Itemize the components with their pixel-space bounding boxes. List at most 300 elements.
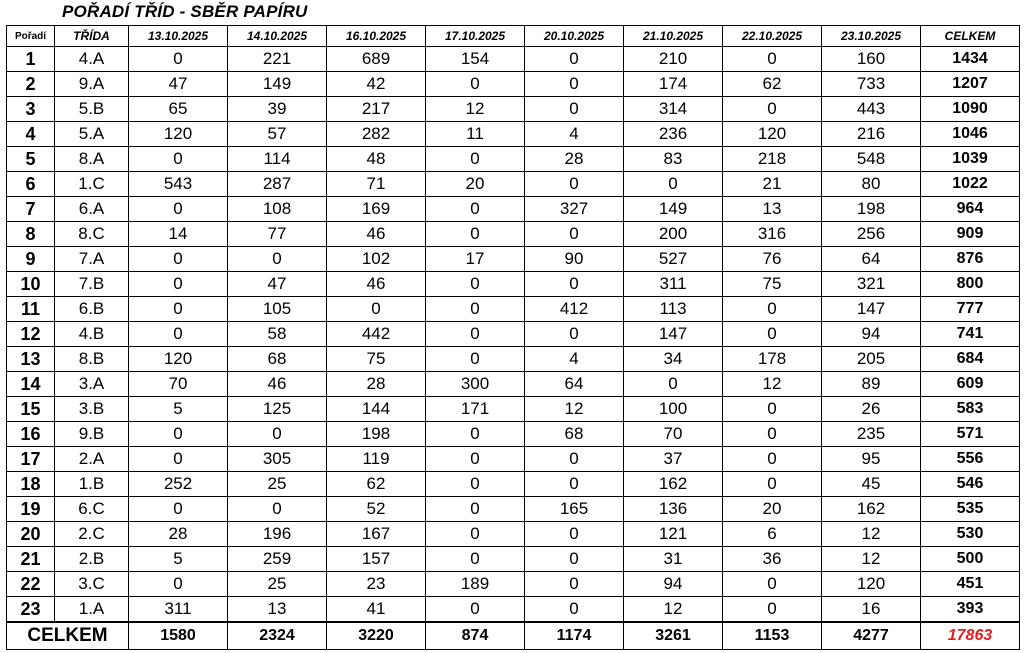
total-cell: 1434 (921, 47, 1020, 72)
value-cell: 62 (327, 472, 426, 497)
value-cell: 287 (228, 172, 327, 197)
value-cell: 0 (723, 422, 822, 447)
value-cell: 210 (624, 47, 723, 72)
header-date: 14.10.2025 (228, 26, 327, 47)
rank-cell: 15 (7, 397, 55, 422)
rank-cell: 14 (7, 372, 55, 397)
class-cell: 3.A (55, 372, 129, 397)
table-row (7, 372, 1020, 397)
value-cell: 0 (129, 572, 228, 597)
class-cell: 3.C (55, 572, 129, 597)
value-cell: 0 (426, 597, 525, 623)
value-cell: 167 (327, 522, 426, 547)
footer-cell: 1580 (129, 622, 228, 650)
value-cell: 169 (327, 197, 426, 222)
value-cell: 0 (426, 422, 525, 447)
rank-cell: 13 (7, 347, 55, 372)
class-cell: 6.B (55, 297, 129, 322)
rank-cell: 9 (7, 247, 55, 272)
header-total: CELKEM (921, 26, 1020, 47)
value-cell: 12 (426, 97, 525, 122)
value-cell: 94 (624, 572, 723, 597)
class-cell: 2.C (55, 522, 129, 547)
value-cell: 5 (129, 397, 228, 422)
table-row (7, 522, 1020, 547)
table-row (7, 172, 1020, 197)
value-cell: 200 (624, 222, 723, 247)
value-cell: 0 (525, 47, 624, 72)
value-cell: 0 (525, 547, 624, 572)
value-cell: 62 (723, 72, 822, 97)
value-cell: 105 (228, 297, 327, 322)
total-cell: 451 (921, 572, 1020, 597)
value-cell: 147 (624, 322, 723, 347)
value-cell: 305 (228, 447, 327, 472)
class-cell: 9.A (55, 72, 129, 97)
value-cell: 0 (525, 172, 624, 197)
value-cell: 412 (525, 297, 624, 322)
value-cell: 327 (525, 197, 624, 222)
rank-cell: 11 (7, 297, 55, 322)
value-cell: 321 (822, 272, 921, 297)
value-cell: 5 (129, 547, 228, 572)
value-cell: 0 (426, 522, 525, 547)
value-cell: 23 (327, 572, 426, 597)
value-cell: 12 (822, 522, 921, 547)
value-cell: 149 (228, 72, 327, 97)
total-cell: 964 (921, 197, 1020, 222)
value-cell: 0 (228, 497, 327, 522)
total-cell: 876 (921, 247, 1020, 272)
footer-cell: 1153 (723, 622, 822, 650)
value-cell: 0 (723, 572, 822, 597)
table-row (7, 97, 1020, 122)
value-cell: 0 (426, 447, 525, 472)
class-cell: 2.A (55, 447, 129, 472)
value-cell: 154 (426, 47, 525, 72)
value-cell: 83 (624, 147, 723, 172)
value-cell: 0 (525, 472, 624, 497)
class-cell: 7.B (55, 272, 129, 297)
value-cell: 20 (723, 497, 822, 522)
class-cell: 1.A (55, 597, 129, 623)
value-cell: 0 (426, 322, 525, 347)
value-cell: 548 (822, 147, 921, 172)
value-cell: 12 (624, 597, 723, 623)
header-rank: Pořadí (7, 26, 55, 47)
value-cell: 120 (129, 122, 228, 147)
value-cell: 0 (723, 297, 822, 322)
value-cell: 41 (327, 597, 426, 623)
value-cell: 13 (723, 197, 822, 222)
header-class: TŘÍDA (55, 26, 129, 47)
total-cell: 684 (921, 347, 1020, 372)
table-row (7, 147, 1020, 172)
value-cell: 64 (525, 372, 624, 397)
value-cell: 0 (525, 272, 624, 297)
value-cell: 0 (525, 72, 624, 97)
rank-cell: 10 (7, 272, 55, 297)
rank-cell: 21 (7, 547, 55, 572)
rank-cell: 7 (7, 197, 55, 222)
class-cell: 6.C (55, 497, 129, 522)
rank-cell: 8 (7, 222, 55, 247)
value-cell: 162 (822, 497, 921, 522)
value-cell: 68 (525, 422, 624, 447)
value-cell: 4 (525, 122, 624, 147)
value-cell: 157 (327, 547, 426, 572)
value-cell: 543 (129, 172, 228, 197)
footer-cell: 3220 (327, 622, 426, 650)
value-cell: 120 (129, 347, 228, 372)
table-row (7, 72, 1020, 97)
total-cell: 530 (921, 522, 1020, 547)
value-cell: 48 (327, 147, 426, 172)
total-cell: 500 (921, 547, 1020, 572)
value-cell: 70 (624, 422, 723, 447)
rank-cell: 6 (7, 172, 55, 197)
value-cell: 0 (426, 197, 525, 222)
value-cell: 160 (822, 47, 921, 72)
value-cell: 0 (129, 197, 228, 222)
value-cell: 0 (723, 322, 822, 347)
table-row (7, 47, 1020, 72)
value-cell: 46 (327, 222, 426, 247)
value-cell: 0 (426, 147, 525, 172)
table-row (7, 447, 1020, 472)
value-cell: 28 (129, 522, 228, 547)
value-cell: 114 (228, 147, 327, 172)
value-cell: 252 (129, 472, 228, 497)
rank-cell: 19 (7, 497, 55, 522)
value-cell: 16 (822, 597, 921, 623)
total-cell: 556 (921, 447, 1020, 472)
value-cell: 0 (129, 272, 228, 297)
value-cell: 0 (426, 297, 525, 322)
value-cell: 11 (426, 122, 525, 147)
rank-cell: 17 (7, 447, 55, 472)
class-cell: 8.B (55, 347, 129, 372)
value-cell: 0 (228, 247, 327, 272)
value-cell: 94 (822, 322, 921, 347)
value-cell: 125 (228, 397, 327, 422)
value-cell: 58 (228, 322, 327, 347)
rank-cell: 5 (7, 147, 55, 172)
value-cell: 0 (525, 447, 624, 472)
footer-row (7, 622, 1020, 650)
value-cell: 196 (228, 522, 327, 547)
rank-cell: 23 (7, 597, 55, 623)
total-cell: 1046 (921, 122, 1020, 147)
value-cell: 0 (525, 572, 624, 597)
value-cell: 300 (426, 372, 525, 397)
value-cell: 20 (426, 172, 525, 197)
table-footer (7, 622, 1020, 650)
header-date: 16.10.2025 (327, 26, 426, 47)
value-cell: 121 (624, 522, 723, 547)
value-cell: 47 (228, 272, 327, 297)
total-cell: 571 (921, 422, 1020, 447)
header-date: 17.10.2025 (426, 26, 525, 47)
rank-cell: 4 (7, 122, 55, 147)
total-cell: 800 (921, 272, 1020, 297)
value-cell: 0 (723, 597, 822, 623)
total-cell: 1090 (921, 97, 1020, 122)
value-cell: 0 (426, 547, 525, 572)
value-cell: 71 (327, 172, 426, 197)
value-cell: 221 (228, 47, 327, 72)
value-cell: 77 (228, 222, 327, 247)
value-cell: 198 (327, 422, 426, 447)
value-cell: 198 (822, 197, 921, 222)
rank-cell: 12 (7, 322, 55, 347)
value-cell: 0 (129, 422, 228, 447)
value-cell: 165 (525, 497, 624, 522)
table-row (7, 272, 1020, 297)
value-cell: 0 (723, 472, 822, 497)
value-cell: 80 (822, 172, 921, 197)
total-cell: 583 (921, 397, 1020, 422)
value-cell: 0 (129, 147, 228, 172)
total-cell: 909 (921, 222, 1020, 247)
value-cell: 13 (228, 597, 327, 623)
header-date: 22.10.2025 (723, 26, 822, 47)
value-cell: 75 (723, 272, 822, 297)
total-cell: 546 (921, 472, 1020, 497)
value-cell: 89 (822, 372, 921, 397)
value-cell: 4 (525, 347, 624, 372)
total-cell: 393 (921, 597, 1020, 623)
value-cell: 0 (723, 447, 822, 472)
value-cell: 236 (624, 122, 723, 147)
value-cell: 100 (624, 397, 723, 422)
value-cell: 6 (723, 522, 822, 547)
header-date: 23.10.2025 (822, 26, 921, 47)
table-body (7, 47, 1020, 623)
value-cell: 235 (822, 422, 921, 447)
value-cell: 144 (327, 397, 426, 422)
value-cell: 0 (426, 272, 525, 297)
class-cell: 2.B (55, 547, 129, 572)
value-cell: 149 (624, 197, 723, 222)
value-cell: 443 (822, 97, 921, 122)
value-cell: 171 (426, 397, 525, 422)
value-cell: 0 (525, 97, 624, 122)
value-cell: 70 (129, 372, 228, 397)
value-cell: 0 (723, 397, 822, 422)
value-cell: 0 (525, 322, 624, 347)
ranking-table (6, 25, 1020, 650)
rank-cell: 16 (7, 422, 55, 447)
footer-label: CELKEM (7, 622, 129, 650)
table-header (7, 26, 1020, 47)
value-cell: 0 (129, 497, 228, 522)
value-cell: 102 (327, 247, 426, 272)
table-row (7, 422, 1020, 447)
value-cell: 0 (327, 297, 426, 322)
class-cell: 3.B (55, 397, 129, 422)
value-cell: 47 (129, 72, 228, 97)
value-cell: 90 (525, 247, 624, 272)
class-cell: 4.A (55, 47, 129, 72)
value-cell: 0 (624, 172, 723, 197)
value-cell: 162 (624, 472, 723, 497)
value-cell: 46 (228, 372, 327, 397)
table-row (7, 597, 1020, 623)
value-cell: 216 (822, 122, 921, 147)
value-cell: 46 (327, 272, 426, 297)
value-cell: 218 (723, 147, 822, 172)
value-cell: 442 (327, 322, 426, 347)
total-cell: 1022 (921, 172, 1020, 197)
header-date: 21.10.2025 (624, 26, 723, 47)
table-row (7, 222, 1020, 247)
value-cell: 95 (822, 447, 921, 472)
value-cell: 0 (426, 472, 525, 497)
value-cell: 0 (426, 72, 525, 97)
total-cell: 1207 (921, 72, 1020, 97)
value-cell: 12 (723, 372, 822, 397)
value-cell: 52 (327, 497, 426, 522)
value-cell: 76 (723, 247, 822, 272)
value-cell: 0 (624, 372, 723, 397)
total-cell: 777 (921, 297, 1020, 322)
value-cell: 205 (822, 347, 921, 372)
footer-cell: 2324 (228, 622, 327, 650)
total-cell: 535 (921, 497, 1020, 522)
rank-cell: 1 (7, 47, 55, 72)
table-row (7, 247, 1020, 272)
table-row (7, 572, 1020, 597)
value-cell: 17 (426, 247, 525, 272)
rank-cell: 3 (7, 97, 55, 122)
class-cell: 9.B (55, 422, 129, 447)
table-row (7, 297, 1020, 322)
footer-cell: 4277 (822, 622, 921, 650)
value-cell: 57 (228, 122, 327, 147)
value-cell: 26 (822, 397, 921, 422)
value-cell: 689 (327, 47, 426, 72)
value-cell: 0 (129, 322, 228, 347)
value-cell: 0 (228, 422, 327, 447)
class-cell: 8.C (55, 222, 129, 247)
value-cell: 21 (723, 172, 822, 197)
value-cell: 189 (426, 572, 525, 597)
class-cell: 6.A (55, 197, 129, 222)
class-cell: 1.B (55, 472, 129, 497)
value-cell: 259 (228, 547, 327, 572)
value-cell: 64 (822, 247, 921, 272)
value-cell: 120 (822, 572, 921, 597)
value-cell: 65 (129, 97, 228, 122)
value-cell: 37 (624, 447, 723, 472)
total-cell: 1039 (921, 147, 1020, 172)
value-cell: 178 (723, 347, 822, 372)
class-cell: 4.B (55, 322, 129, 347)
value-cell: 12 (822, 547, 921, 572)
value-cell: 256 (822, 222, 921, 247)
total-cell: 609 (921, 372, 1020, 397)
table-row (7, 197, 1020, 222)
page-title: POŘADÍ TŘÍD - SBĚR PAPÍRU (62, 2, 308, 21)
total-cell: 741 (921, 322, 1020, 347)
value-cell: 527 (624, 247, 723, 272)
value-cell: 0 (525, 597, 624, 623)
value-cell: 282 (327, 122, 426, 147)
table-row (7, 397, 1020, 422)
rank-cell: 18 (7, 472, 55, 497)
table-row (7, 322, 1020, 347)
value-cell: 75 (327, 347, 426, 372)
table-row (7, 497, 1020, 522)
value-cell: 28 (327, 372, 426, 397)
value-cell: 311 (624, 272, 723, 297)
value-cell: 39 (228, 97, 327, 122)
rank-cell: 20 (7, 522, 55, 547)
table-row (7, 347, 1020, 372)
value-cell: 68 (228, 347, 327, 372)
value-cell: 733 (822, 72, 921, 97)
value-cell: 316 (723, 222, 822, 247)
value-cell: 0 (129, 247, 228, 272)
class-cell: 7.A (55, 247, 129, 272)
value-cell: 0 (426, 497, 525, 522)
footer-cell: 3261 (624, 622, 723, 650)
value-cell: 45 (822, 472, 921, 497)
class-cell: 5.B (55, 97, 129, 122)
value-cell: 120 (723, 122, 822, 147)
header-row (7, 26, 1020, 47)
class-cell: 8.A (55, 147, 129, 172)
table-row (7, 472, 1020, 497)
value-cell: 136 (624, 497, 723, 522)
value-cell: 25 (228, 472, 327, 497)
value-cell: 0 (129, 297, 228, 322)
grand-total: 17863 (921, 622, 1020, 650)
value-cell: 311 (129, 597, 228, 623)
value-cell: 174 (624, 72, 723, 97)
value-cell: 42 (327, 72, 426, 97)
footer-cell: 1174 (525, 622, 624, 650)
table-row (7, 547, 1020, 572)
value-cell: 0 (723, 97, 822, 122)
value-cell: 108 (228, 197, 327, 222)
value-cell: 0 (723, 47, 822, 72)
value-cell: 217 (327, 97, 426, 122)
value-cell: 31 (624, 547, 723, 572)
rank-cell: 22 (7, 572, 55, 597)
value-cell: 0 (525, 222, 624, 247)
value-cell: 36 (723, 547, 822, 572)
value-cell: 119 (327, 447, 426, 472)
value-cell: 0 (426, 222, 525, 247)
value-cell: 34 (624, 347, 723, 372)
value-cell: 25 (228, 572, 327, 597)
value-cell: 12 (525, 397, 624, 422)
value-cell: 314 (624, 97, 723, 122)
value-cell: 0 (426, 347, 525, 372)
footer-cell: 874 (426, 622, 525, 650)
value-cell: 0 (129, 447, 228, 472)
class-cell: 1.C (55, 172, 129, 197)
value-cell: 0 (525, 522, 624, 547)
value-cell: 28 (525, 147, 624, 172)
value-cell: 0 (129, 47, 228, 72)
class-cell: 5.A (55, 122, 129, 147)
header-date: 20.10.2025 (525, 26, 624, 47)
header-date: 13.10.2025 (129, 26, 228, 47)
value-cell: 147 (822, 297, 921, 322)
